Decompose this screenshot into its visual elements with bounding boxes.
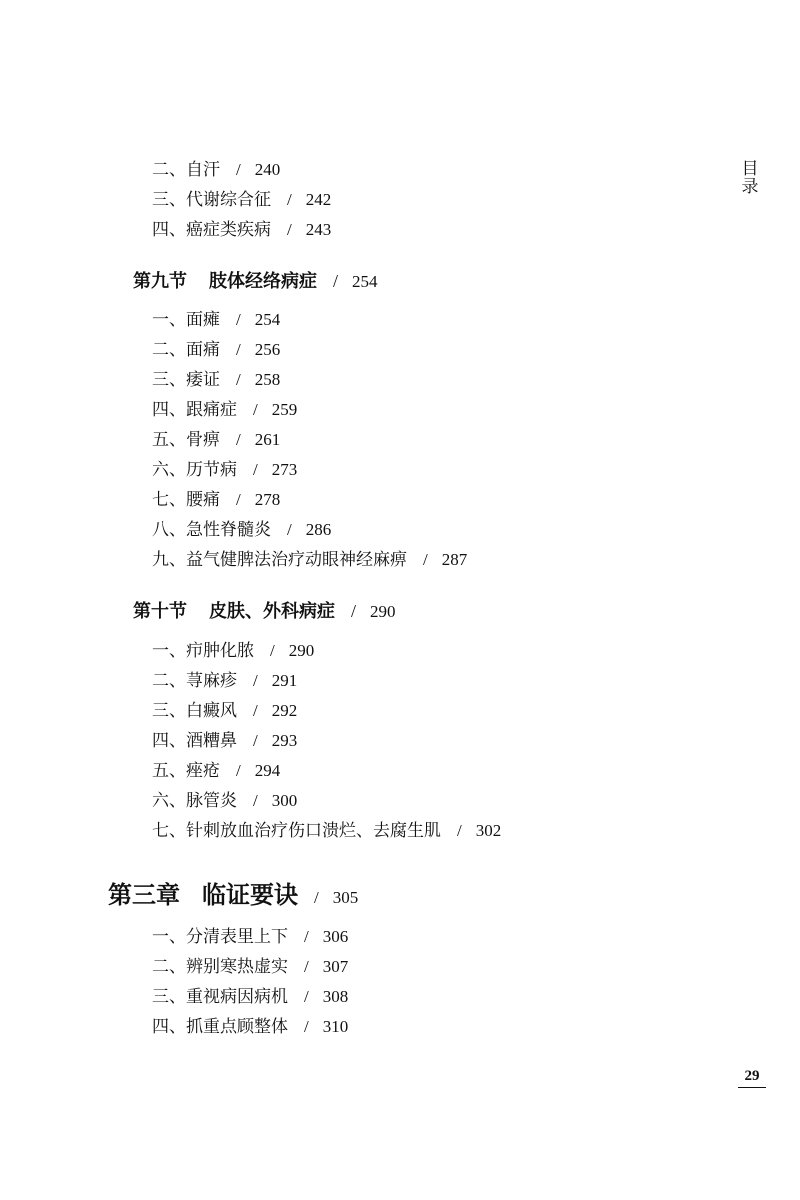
toc-entry-title: 一、分清表里上下 xyxy=(152,927,288,947)
toc-section-row[interactable] xyxy=(133,270,378,292)
toc-separator: / xyxy=(236,430,241,449)
side-running-label xyxy=(740,160,760,196)
toc-entry-title: 一、面瘫 xyxy=(152,310,220,330)
toc-section-label: 第九节 xyxy=(133,271,187,292)
toc-entry-row[interactable] xyxy=(152,761,280,781)
toc-separator: / xyxy=(236,490,241,509)
toc-entry-row[interactable] xyxy=(152,340,280,360)
toc-entry-title: 六、脉管炎 xyxy=(152,791,237,811)
toc-page-number: 308 xyxy=(322,987,349,1006)
toc-entry-row[interactable] xyxy=(152,460,297,480)
toc-entry-title: 三、重视病因病机 xyxy=(152,987,288,1007)
toc-chapter-label: 第三章 xyxy=(108,880,180,909)
toc-page-number: 242 xyxy=(305,190,332,209)
toc-page-number: 286 xyxy=(305,520,332,539)
toc-separator: / xyxy=(304,987,309,1006)
toc-separator: / xyxy=(253,731,258,750)
toc-page-number: 290 xyxy=(370,602,396,621)
toc-entry-row[interactable] xyxy=(152,957,348,977)
toc-page-number: 240 xyxy=(254,160,281,179)
toc-entry-row[interactable] xyxy=(152,400,297,420)
toc-page-number: 258 xyxy=(254,370,281,389)
toc-separator: / xyxy=(253,400,258,419)
toc-page-number: 259 xyxy=(271,400,298,419)
toc-separator: / xyxy=(236,370,241,389)
toc-page-number: 291 xyxy=(271,671,298,690)
toc-entry-row[interactable] xyxy=(152,987,348,1007)
toc-entry-row[interactable] xyxy=(152,160,280,180)
toc-page-number: 302 xyxy=(475,821,502,840)
toc-entry-title: 四、跟痛症 xyxy=(152,400,237,420)
side-label-char: 录 xyxy=(741,177,759,197)
toc-separator: / xyxy=(236,761,241,780)
toc-entry-title: 七、针刺放血治疗伤口溃烂、去腐生肌 xyxy=(152,821,441,841)
toc-entry-title: 九、益气健脾法治疗动眼神经麻痹 xyxy=(152,550,407,570)
toc-entry-row[interactable] xyxy=(152,550,467,570)
toc-chapter-title: 临证要诀 xyxy=(202,880,298,909)
toc-separator: / xyxy=(287,190,292,209)
toc-entry-title: 八、急性脊髓炎 xyxy=(152,520,271,540)
toc-page-number: 254 xyxy=(352,272,378,291)
toc-page-number: 290 xyxy=(288,641,315,660)
toc-page-number: 256 xyxy=(254,340,281,359)
toc-separator: / xyxy=(304,1017,309,1036)
toc-separator: / xyxy=(253,701,258,720)
toc-entry-title: 三、痿证 xyxy=(152,370,220,390)
toc-page-number: 278 xyxy=(254,490,281,509)
toc-entry-row[interactable] xyxy=(152,430,280,450)
toc-page-number: 307 xyxy=(322,957,349,976)
toc-entry-row[interactable] xyxy=(152,671,297,691)
toc-page-number: 254 xyxy=(254,310,281,329)
toc-entry-title: 五、痤疮 xyxy=(152,761,220,781)
toc-entry-title: 七、腰痛 xyxy=(152,490,220,510)
toc-entry-title: 二、自汗 xyxy=(152,160,220,180)
toc-separator: / xyxy=(270,641,275,660)
toc-entry-row[interactable] xyxy=(152,701,297,721)
toc-entry-title: 五、骨痹 xyxy=(152,430,220,450)
side-label-char: 目 xyxy=(741,159,759,179)
toc-entry-title: 二、荨麻疹 xyxy=(152,671,237,691)
toc-entry-title: 二、辨别寒热虚实 xyxy=(152,957,288,977)
toc-entry-row[interactable] xyxy=(152,791,297,811)
toc-separator: / xyxy=(253,671,258,690)
toc-separator: / xyxy=(287,220,292,239)
toc-page-number: 294 xyxy=(254,761,281,780)
toc-section-title: 肢体经络病症 xyxy=(209,271,317,292)
toc-page-number: 293 xyxy=(271,731,298,750)
toc-entry-title: 一、疖肿化脓 xyxy=(152,641,254,661)
toc-separator: / xyxy=(253,791,258,810)
toc-separator: / xyxy=(304,927,309,946)
toc-separator: / xyxy=(236,310,241,329)
toc-entry-row[interactable] xyxy=(152,520,331,540)
toc-separator: / xyxy=(236,160,241,179)
toc-entry-row[interactable] xyxy=(152,927,348,947)
toc-page-number: 292 xyxy=(271,701,298,720)
toc-page-number: 300 xyxy=(271,791,298,810)
toc-page-number: 287 xyxy=(441,550,468,569)
toc-separator: / xyxy=(351,601,357,621)
toc-separator: / xyxy=(304,957,309,976)
toc-entry-title: 三、代谢综合征 xyxy=(152,190,271,210)
toc-page-number: 310 xyxy=(322,1017,349,1036)
toc-entry-title: 六、历节病 xyxy=(152,460,237,480)
toc-page-number: 243 xyxy=(305,220,332,239)
toc-chapter-row[interactable] xyxy=(108,880,358,910)
toc-page-number: 305 xyxy=(332,888,359,907)
toc-separator: / xyxy=(423,550,428,569)
toc-entry-row[interactable] xyxy=(152,490,280,510)
toc-separator: / xyxy=(236,340,241,359)
toc-page-number: 273 xyxy=(271,460,298,479)
toc-entry-title: 四、酒糟鼻 xyxy=(152,731,237,751)
toc-entry-title: 二、面痛 xyxy=(152,340,220,360)
toc-entry-title: 四、癌症类疾病 xyxy=(152,220,271,240)
toc-entry-row[interactable] xyxy=(152,731,297,751)
toc-entry-row[interactable] xyxy=(152,370,280,390)
toc-separator: / xyxy=(333,271,339,291)
toc-entry-row[interactable] xyxy=(152,220,331,240)
toc-page-number: 306 xyxy=(322,927,349,946)
toc-separator: / xyxy=(457,821,462,840)
toc-entry-row[interactable] xyxy=(152,310,280,330)
toc-section-title: 皮肤、外科病症 xyxy=(209,601,335,622)
toc-entry-row[interactable] xyxy=(152,1017,348,1037)
toc-entry-title: 四、抓重点顾整体 xyxy=(152,1017,288,1037)
toc-entry-row[interactable] xyxy=(152,641,314,661)
toc-separator: / xyxy=(287,520,292,539)
toc-section-label: 第十节 xyxy=(133,601,187,622)
toc-separator: / xyxy=(253,460,258,479)
toc-entry-row[interactable] xyxy=(152,821,501,841)
toc-separator: / xyxy=(314,888,319,907)
toc-section-row[interactable] xyxy=(133,600,396,622)
toc-entry-title: 三、白癜风 xyxy=(152,701,237,721)
toc-page-number: 261 xyxy=(254,430,281,449)
toc-entry-row[interactable] xyxy=(152,190,331,210)
page-number: 29 xyxy=(738,1068,766,1088)
